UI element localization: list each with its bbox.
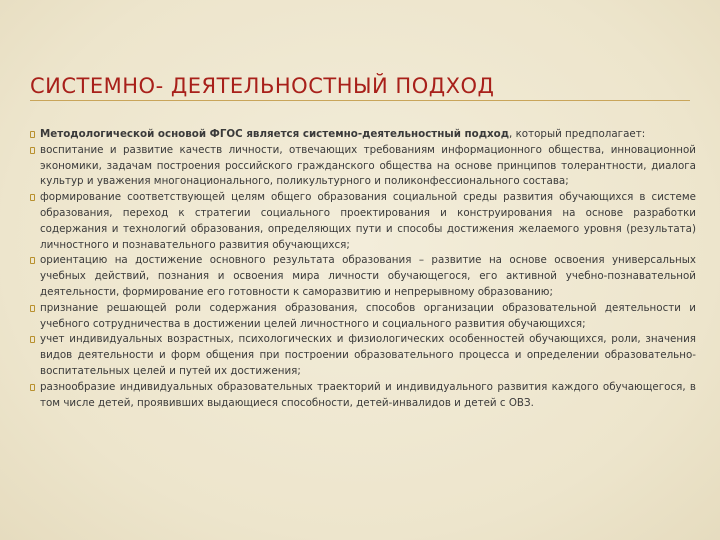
bullet-text: признание решающей роли содержания образования, способов организации образовательной деятельности и учебного сотрудничества в достижении целей личностного и социального развития обучающихся; xyxy=(40,301,696,330)
square-bullet-icon xyxy=(30,384,35,391)
bullet-text: разнообразие индивидуальных образовательных траекторий и индивидуального развития каждого обучающегося, в том числе детей, проявивших выдающиеся способности, детей-инвалидов и детей с ОВЗ. xyxy=(40,380,696,409)
bullet-text: учет индивидуальных возрастных, психологических и физиологических особенностей обучающихся, роли, значения видов деятельности и форм общения при построении образовательного процесса и определении образовательно-воспитательных целей и путей их достижения; xyxy=(40,333,696,377)
bullet-text: воспитание и развитие качеств личности, отвечающих требованиям информационного общества, инновационной экономики, задачам построения российского гражданского общества на основе принципов толерантности, диалога культур и уважения многонационального, поликультурного и поликонфессионального состава; xyxy=(40,143,696,188)
slide-title: СИСТЕМНО- ДЕЯТЕЛЬНОСТНЫЙ ПОДХОД xyxy=(30,74,495,99)
list-item xyxy=(30,332,696,379)
title-divider xyxy=(30,100,690,101)
list-item xyxy=(30,301,696,333)
square-bullet-icon xyxy=(30,336,35,343)
bullet-list xyxy=(30,127,696,411)
square-bullet-icon xyxy=(30,305,35,312)
list-item xyxy=(30,190,696,253)
square-bullet-icon xyxy=(30,131,35,138)
list-item xyxy=(30,127,696,143)
list-item xyxy=(30,380,696,412)
bullet-text: , который предполагает: xyxy=(509,128,646,140)
bullet-text: формирование соответствующей целям общего образования социальной среды развития обучающихся в системе образования, переход к стратегии социального проектирования и конструирования на основе разработки содержания и технологий образования, определяющих пути и способы достижения желаемого уровня (результата) личностного и познавательного развития обучающихся; xyxy=(40,191,696,251)
square-bullet-icon xyxy=(30,194,35,201)
square-bullet-icon xyxy=(30,147,35,154)
list-item xyxy=(30,143,696,190)
square-bullet-icon xyxy=(30,257,35,264)
bullet-bold-text: Методологической основой ФГОС является системно-деятельностный подход xyxy=(40,128,510,140)
list-item xyxy=(30,253,696,300)
bullet-text: ориентацию на достижение основного результата образования – развитие на основе освоения универсальных учебных действий, познания и освоения мира личности обучающегося, его активной учебно-познавательной деятельности, формирование его готовности к саморазвитию и непрерывному образованию; xyxy=(40,254,696,298)
